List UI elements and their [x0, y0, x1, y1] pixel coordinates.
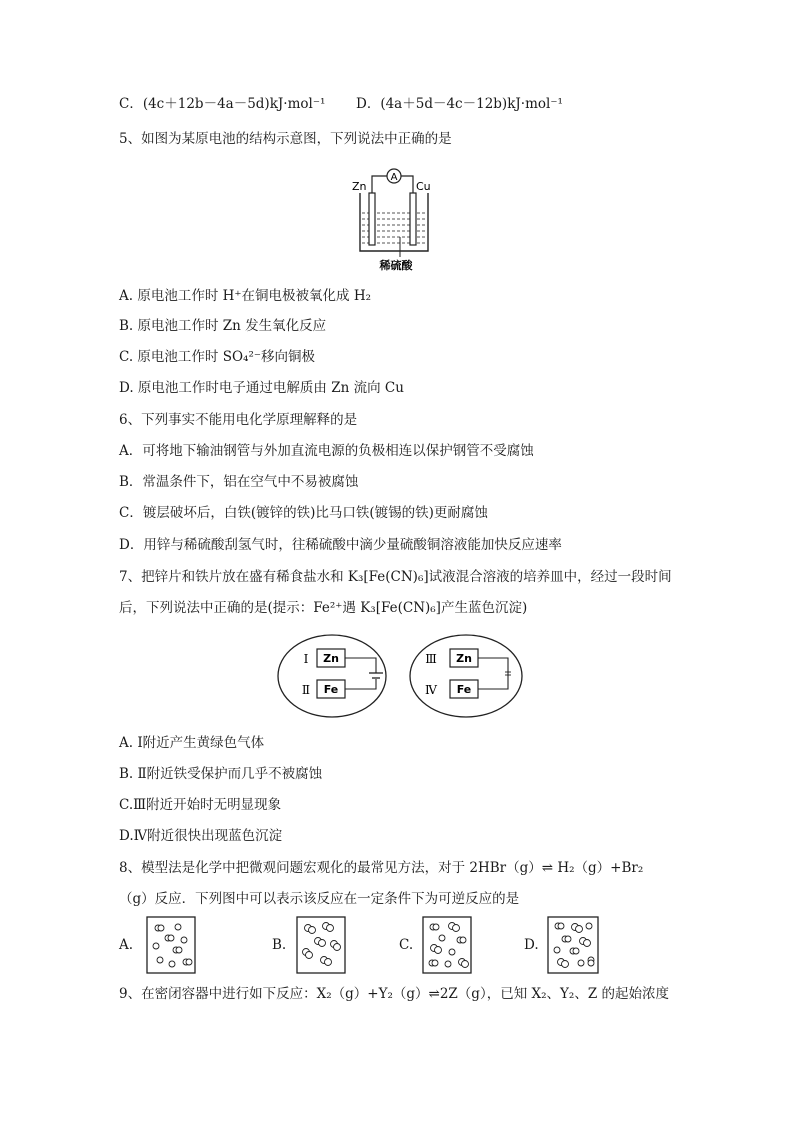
solution-label: 稀硫酸 [379, 259, 413, 272]
q7-option-c: C.Ⅲ附近开始时无明显现象 [119, 797, 282, 813]
q5-option-c: C. 原电池工作时 SO₄²⁻移向铜极 [119, 349, 315, 365]
ammeter-label: A [390, 172, 398, 183]
q8-label-b: B. [272, 937, 287, 953]
connecting-wire [478, 658, 508, 689]
petri-dish-figure [276, 632, 536, 722]
zn-electrode-label: Zn [352, 180, 367, 193]
q8-label-c: C. [399, 937, 414, 953]
q6-stem: 6、下列事实不能用电化学原理解释的是 [119, 412, 358, 428]
label-IV: Ⅳ [425, 683, 437, 697]
q5-option-a: A. 原电池工作时 H⁺在铜电极被氧化成 H₂ [119, 288, 371, 304]
q7-option-d: D.Ⅳ附近很快出现蓝色沉淀 [119, 828, 283, 844]
right-fe-strip: Fe [456, 683, 472, 696]
q7-stem-line1: 7、把锌片和铁片放在盛有稀食盐水和 K₃[Fe(CN)₆]试液混合溶液的培养皿中，经过一段时间 [119, 569, 672, 585]
q4-option-c: C．(4c＋12b－4a－5d)kJ·mol⁻¹ [119, 96, 326, 112]
q8-model-b [296, 916, 346, 974]
q8-label-a: A. [119, 937, 134, 953]
left-petri-dish [278, 635, 386, 717]
q6-option-b: B．常温条件下，铝在空气中不易被腐蚀 [119, 474, 359, 490]
cu-electrode [410, 193, 416, 245]
q9-stem: 9、在密闭容器中进行如下反应：X₂（g）+Y₂（g）⇌2Z（g），已知 X₂、Y₂、Z 的起始浓度 [119, 986, 670, 1002]
q6-option-d: D．用锌与稀硫酸刮氢气时，往稀硫酸中滴少量硫酸铜溶液能加快反应速率 [119, 537, 562, 553]
right-zn-strip: Zn [456, 652, 472, 665]
q5-option-d: D. 原电池工作时电子通过电解质由 Zn 流向 Cu [119, 380, 404, 396]
q7-stem-line2: 后，下列说法中正确的是(提示：Fe²⁺遇 K₃[Fe(CN)₆]产生蓝色沉淀) [119, 600, 528, 616]
label-III: Ⅲ [425, 652, 437, 666]
q7-option-b: B. Ⅱ附近铁受保护而几乎不被腐蚀 [119, 766, 323, 782]
q8-model-d [547, 916, 599, 974]
cu-electrode-label: Cu [416, 180, 431, 193]
q8-stem-line1: 8、模型法是化学中把微观问题宏观化的最常见方法，对于 2HBr（g）⇌ H₂（g）+Br₂ [119, 860, 644, 876]
q5-option-b: B. 原电池工作时 Zn 发生氧化反应 [119, 318, 327, 334]
label-II: Ⅱ [301, 683, 311, 697]
q8-model-c [422, 916, 472, 974]
q8-stem-line2: （g）反应．下列图中可以表示该反应在一定条件下为可逆反应的是 [119, 891, 520, 907]
q6-option-a: A．可将地下输油钢管与外加直流电源的负极相连以保护钢管不受腐蚀 [119, 443, 534, 459]
q6-option-c: C．镀层破坏后，白铁(镀锌的铁)比马口铁(镀锡的铁)更耐腐蚀 [119, 505, 488, 521]
q7-option-a: A. Ⅰ附近产生黄绿色气体 [119, 735, 265, 751]
left-zn-strip: Zn [323, 652, 339, 665]
label-I: Ⅰ [303, 652, 309, 666]
q8-model-a [146, 916, 196, 974]
left-fe-strip: Fe [323, 683, 339, 696]
q8-label-d: D. [524, 937, 539, 953]
zn-electrode [369, 193, 375, 245]
right-petri-dish [410, 635, 522, 717]
galvanic-cell-figure [350, 165, 440, 273]
q5-stem: 5、如图为某原电池的结构示意图，下列说法中正确的是 [119, 131, 452, 147]
q4-option-d: D．(4a＋5d－4c－12b)kJ·mol⁻¹ [356, 96, 563, 112]
